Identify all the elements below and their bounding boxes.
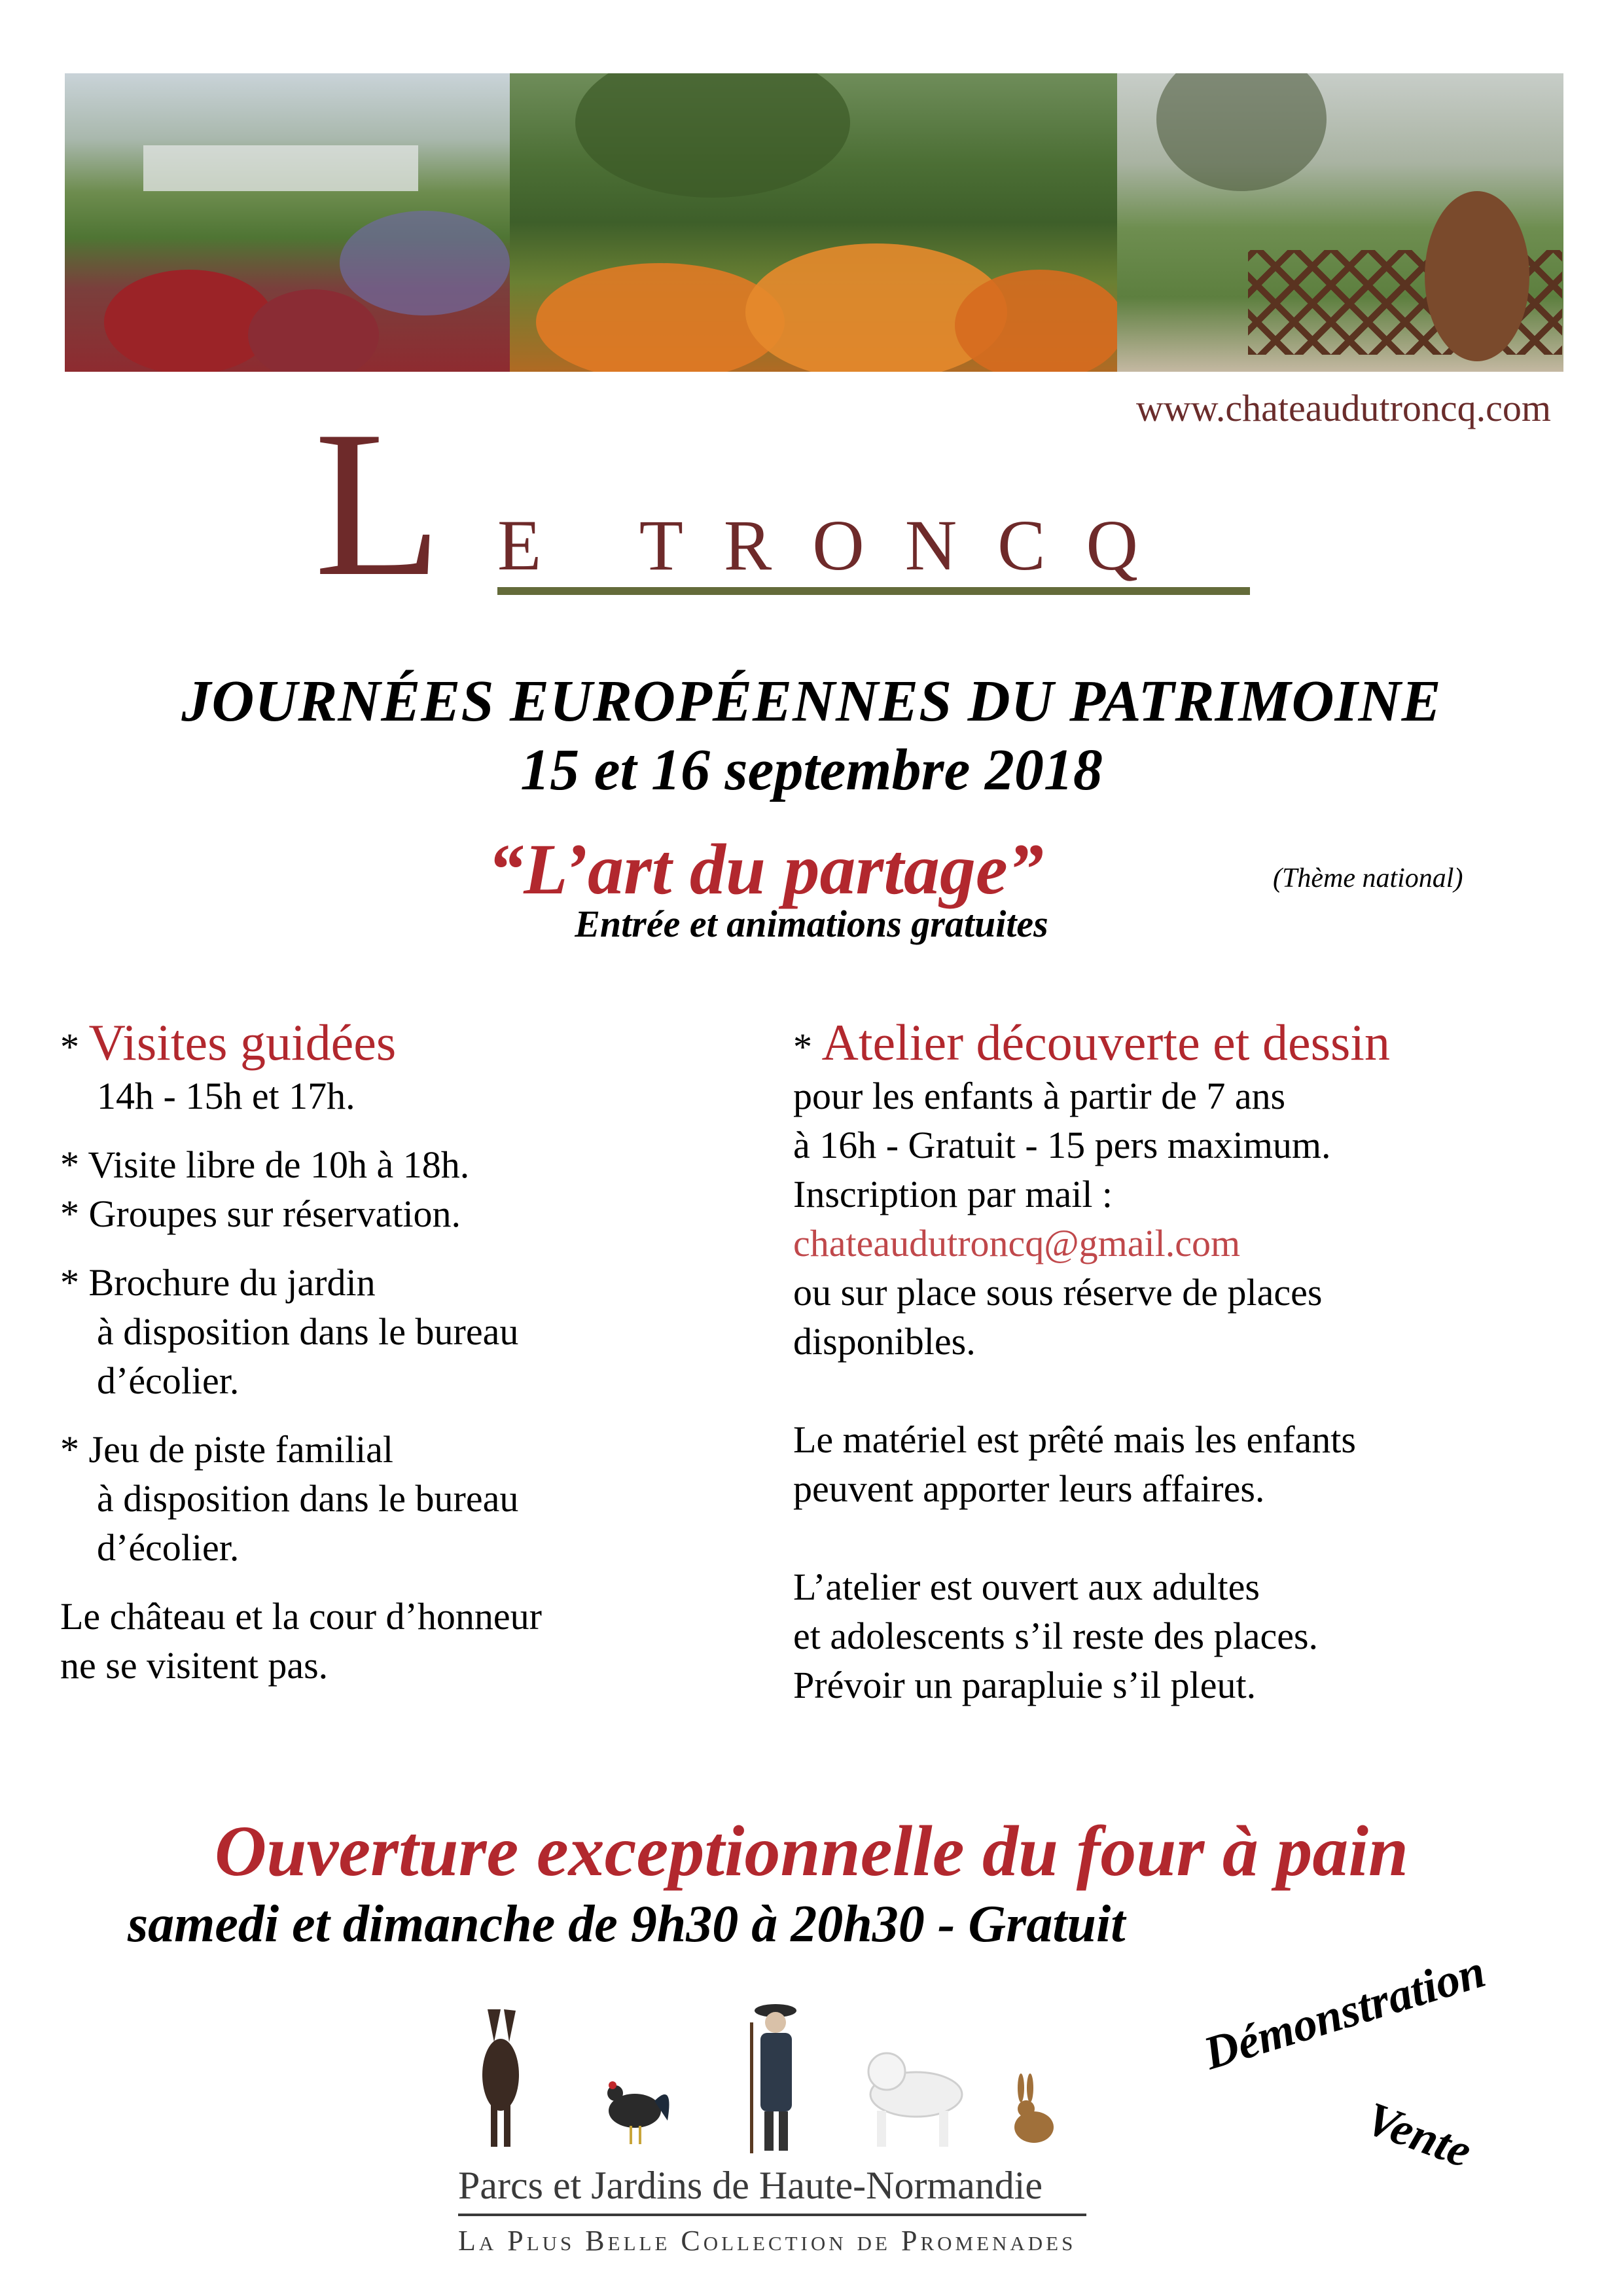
donkey-icon (482, 2009, 519, 2147)
jeu-line2: à disposition dans le bureau (97, 1477, 519, 1520)
left-column (60, 1014, 542, 1690)
libre-item: * Visite libre de 10h à 18h. (60, 1143, 470, 1186)
logo-divider (458, 2214, 1086, 2216)
pony-photo (1117, 73, 1563, 372)
visites-times: 14h - 15h et 17h. (97, 1075, 355, 1117)
atelier-heading: Atelier découverte et dessin (821, 1014, 1390, 1071)
atelier-item: * Atelier découverte et dessin (793, 1014, 1390, 1071)
atelier-line: Inscription par mail : (793, 1173, 1113, 1215)
groupes-item: * Groupes sur réservation. (60, 1193, 461, 1235)
garden-gate-photo (65, 73, 510, 372)
four-heading: Ouverture exceptionnelle du four à pain (214, 1811, 1409, 1891)
website-url[interactable]: www.chateaudutroncq.com (1135, 387, 1551, 429)
visites-item: * Visites guidées (60, 1014, 397, 1071)
entry-note: Entrée et animations gratuites (575, 903, 1048, 945)
materiel-line: peuvent apporter leurs affaires. (793, 1467, 1265, 1510)
event-dates: 15 et 16 septembre 2018 (520, 738, 1103, 802)
farmer-icon (750, 2004, 796, 2153)
brochure-item: * Brochure du jardin (60, 1261, 376, 1304)
right-column (793, 1014, 1390, 1710)
rooster-icon (607, 2081, 669, 2144)
four-hours: samedi et dimanche de 9h30 à 20h30 - Gratuit (128, 1895, 1126, 1953)
photo-banner (65, 73, 1563, 372)
theme-note: (Thème national) (1273, 863, 1463, 893)
title-initial: L (314, 388, 442, 620)
dog-icon (868, 2053, 962, 2147)
event-theme: “L’art du partage” (488, 829, 1044, 909)
association-tagline: La Plus Belle Collection de Promenades (458, 2225, 1077, 2257)
atelier-line: pour les enfants à partir de 7 ans (793, 1075, 1286, 1117)
atelier-line: à 16h - Gratuit - 15 pers maximum. (793, 1124, 1331, 1166)
animals-illustration (458, 1996, 1086, 2160)
brochure-line3: d’écolier. (97, 1359, 240, 1402)
materiel-line: Le matériel est prêté mais les enfants (793, 1418, 1356, 1461)
adultes-line: et adolescents s’il reste des places. (793, 1615, 1319, 1657)
adultes-line: Prévoir un parapluie s’il pleut. (793, 1664, 1257, 1706)
event-title: JOURNÉES EUROPÉENNES DU PATRIMOINE (181, 669, 1442, 734)
dahlia-photo (510, 73, 1117, 372)
jeu-item: * Jeu de piste familial (60, 1428, 393, 1471)
demonstration-label: Démonstration (1198, 1945, 1491, 2080)
association-name: Parcs et Jardins de Haute-Normandie (458, 2164, 1043, 2207)
title-underline (497, 587, 1250, 595)
chateau-note-line2: ne se visitent pas. (60, 1644, 329, 1687)
email-link[interactable]: chateaudutroncq@gmail.com (793, 1222, 1241, 1265)
rabbit-icon (1014, 2073, 1054, 2143)
chateau-note-line1: Le château et la cour d’honneur (60, 1595, 542, 1638)
vente-label: Vente (1359, 2091, 1478, 2178)
jeu-line3: d’écolier. (97, 1526, 240, 1569)
title-rest: E TRONCQ (497, 505, 1179, 585)
adultes-line: L’atelier est ouvert aux adultes (793, 1566, 1260, 1608)
brochure-line2: à disposition dans le bureau (97, 1310, 519, 1353)
atelier-line: ou sur place sous réserve de places (793, 1271, 1323, 1314)
atelier-line: disponibles. (793, 1320, 976, 1363)
visites-heading: Visites guidées (88, 1014, 397, 1071)
